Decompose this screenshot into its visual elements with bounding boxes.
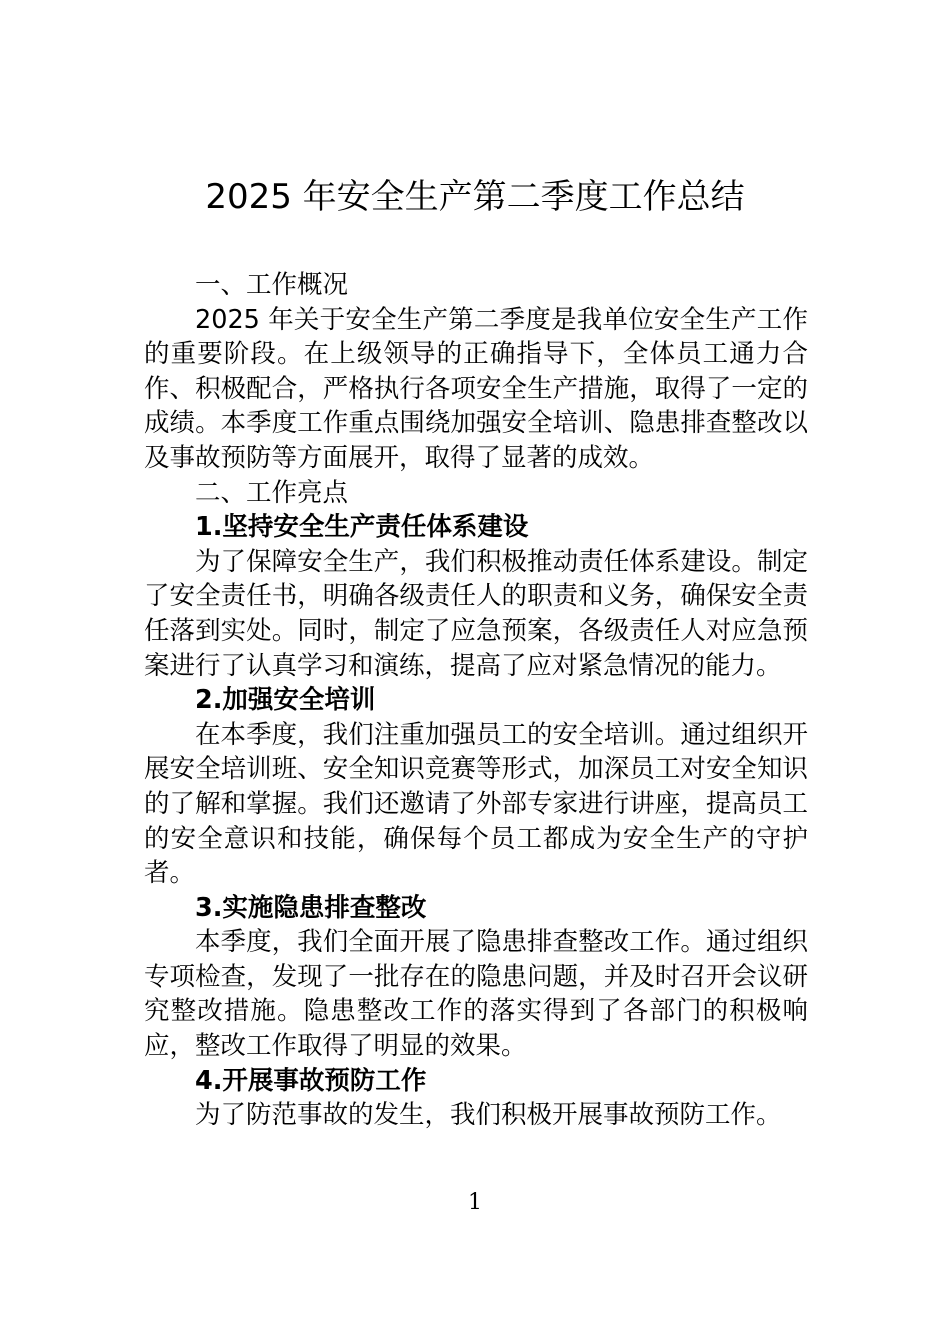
paragraph-item-4: 为了防范事故的发生，我们积极开展事故预防工作。 <box>195 1100 782 1131</box>
document-body <box>144 268 808 1133</box>
paragraph-item-3: 本季度，我们全面开展了隐患排查整改工作。通过组织专项检查，发现了一批存在的隐患问题，并及时召开会议研究整改措施。隐患整改工作的落实得到了各部门的积极响应，整改工作取得了明显的效果。 <box>144 927 808 1062</box>
section-heading-overview: 一、工作概况 <box>195 270 349 300</box>
subheading-item-3: 3.实施隐患排查整改 <box>195 892 427 923</box>
paragraph-overview: 2025 年关于安全生产第二季度是我单位安全生产工作的重要阶段。在上级领导的正确指导下，全体员工通力合作、积极配合，严格执行各项安全生产措施，取得了一定的成绩。本季度工作重点围绕加强安全培训、隐患排查整改以及事故预防等方面展开，取得了显著的成效。 <box>144 304 808 473</box>
subheading-item-2: 2.加强安全培训 <box>195 685 376 716</box>
paragraph-item-1: 为了保障安全生产，我们积极推动责任体系建设。制定了安全责任书，明确各级责任人的职责和义务，确保安全责任落到实处。同时，制定了应急预案，各级责任人对应急预案进行了认真学习和演练，提高了应对紧急情况的能力。 <box>144 546 808 681</box>
paragraph-item-2: 在本季度，我们注重加强员工的安全培训。通过组织开展安全培训班、安全知识竞赛等形式，加深员工对安全知识的了解和掌握。我们还邀请了外部专家进行讲座，提高员工的安全意识和技能，确保每个员工都成为安全生产的守护者。 <box>144 719 808 889</box>
subheading-item-1: 1.坚持安全生产责任体系建设 <box>195 512 529 543</box>
subheading-item-4: 4.开展事故预防工作 <box>195 1065 427 1096</box>
section-heading-highlights: 二、工作亮点 <box>195 477 349 508</box>
page-number: 1 <box>468 1190 482 1215</box>
document-title: 2025 年安全生产第二季度工作总结 <box>205 177 745 217</box>
